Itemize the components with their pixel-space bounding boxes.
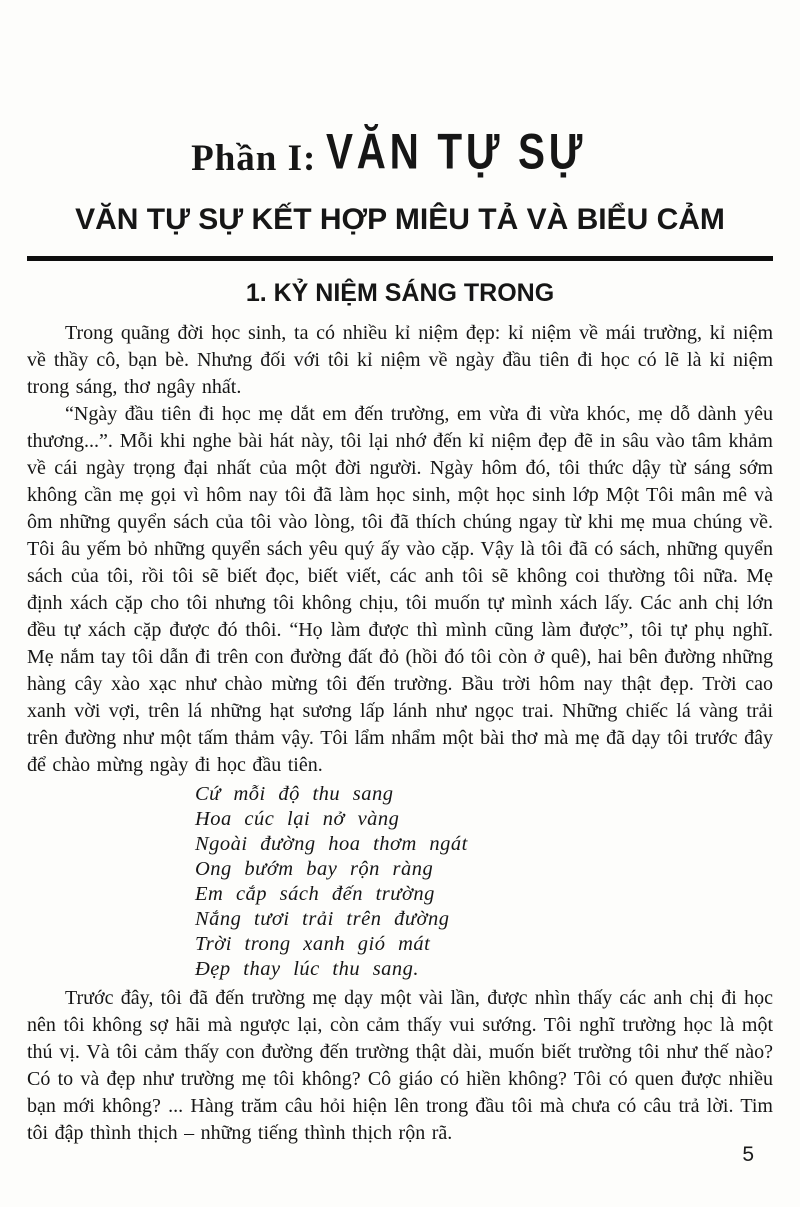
- page-body: [27, 320, 773, 1147]
- part-label: Phần I:: [191, 138, 317, 179]
- paragraph-intro: Trong quãng đời học sinh, ta có nhiều kỉ niệm đẹp: kỉ niệm về mái trường, kỉ niệm về thầy cô, bạn bè. Nhưng đối với tôi kỉ niệm về ngày đầu tiên đi học có lẽ là kỉ niệm trong sáng, thơ ngây nhất.: [27, 322, 773, 398]
- poem-line: Nắng tươi trải trên đường: [195, 908, 450, 930]
- poem-line: Ngoài đường hoa thơm ngát: [195, 833, 468, 855]
- poem-line: Đẹp thay lúc thu sang.: [195, 958, 420, 980]
- paragraph-memory: “Ngày đầu tiên đi học mẹ dắt em đến trường, em vừa đi vừa khóc, mẹ dỗ dành yêu thương...”. Mỗi khi nghe bài hát này, tôi lại nhớ đến kỉ niệm đẹp đẽ in sâu vào tâm khảm về cái ngày trọng đại nhất của một đời người. Ngày hôm đó, tôi thức dậy từ sáng sớm không cần mẹ gọi vì hôm nay tôi đã làm học sinh, một học sinh lớp Một Tôi mân mê và ôm những quyển sách của tôi vào lòng, tôi đã thích chúng ngay từ khi mẹ mua chúng về. Tôi âu yếm bỏ những quyển sách yêu quý ấy vào cặp. Vậy là tôi đã có sách, những quyển sách của tôi, rồi tôi sẽ biết đọc, biết viết, các anh tôi sẽ không coi thường tôi nữa. Mẹ định xách cặp cho tôi nhưng tôi không chịu, tôi muốn tự mình xách lấy. Các anh chị lớn đều tự xách cặp được đó thôi. “Họ làm được thì mình cũng làm được”, tôi tự phụ nghĩ. Mẹ nắm tay tôi dẫn đi trên con đường đất đỏ (hồi đó tôi còn ở quê), hai bên đường những hàng cây xào xạc như chào mừng tôi đến trường. Bầu trời hôm nay thật đẹp. Trời cao xanh vời vợi, trên lá những hạt sương lấp lánh như ngọc trai. Những chiếc lá vàng trải trên đường như một tấm thảm vậy. Tôi lẩm nhẩm một bài thơ mà mẹ đã dạy tôi trước đây để chào mừng ngày đi học đầu tiên.: [27, 403, 773, 776]
- poem-line: Ong bướm bay rộn ràng: [195, 858, 434, 880]
- poem: [195, 782, 773, 982]
- poem-line: Trời trong xanh gió mát: [195, 933, 431, 955]
- poem-line: Cứ mỗi độ thu sang: [195, 783, 394, 805]
- poem-line: Hoa cúc lại nở vàng: [195, 808, 400, 830]
- page-header: [27, 123, 773, 309]
- section-title: 1. KỶ NIỆM SÁNG TRONG: [245, 279, 555, 307]
- chapter-subtitle: VĂN TỰ SỰ KẾT HỢP MIÊU TẢ VÀ BIỂU CẢM: [75, 203, 725, 236]
- part-heading: [27, 123, 773, 185]
- divider-rule: [27, 256, 773, 261]
- part-title: VĂN TỰ SỰ: [326, 123, 587, 180]
- page-number: 5: [742, 1143, 754, 1166]
- paragraph-closing: Trước đây, tôi đã đến trường mẹ dạy một vài lần, được nhìn thấy các anh chị đi học nên tôi không sợ hãi mà ngược lại, còn cảm thấy vui sướng. Tôi nghĩ trường học là một thú vị. Và tôi cảm thấy con đường đến trường thật dài, muốn biết trường tôi như thế nào? Có to và đẹp như trường mẹ tôi không? Cô giáo có hiền không? Tôi có quen được nhiều bạn mới không? ... Hàng trăm câu hỏi hiện lên trong đầu tôi mà chưa có câu trả lời. Tim tôi đập thình thịch – những tiếng thình thịch rộn rã.: [27, 987, 773, 1144]
- poem-line: Em cắp sách đến trường: [195, 883, 435, 905]
